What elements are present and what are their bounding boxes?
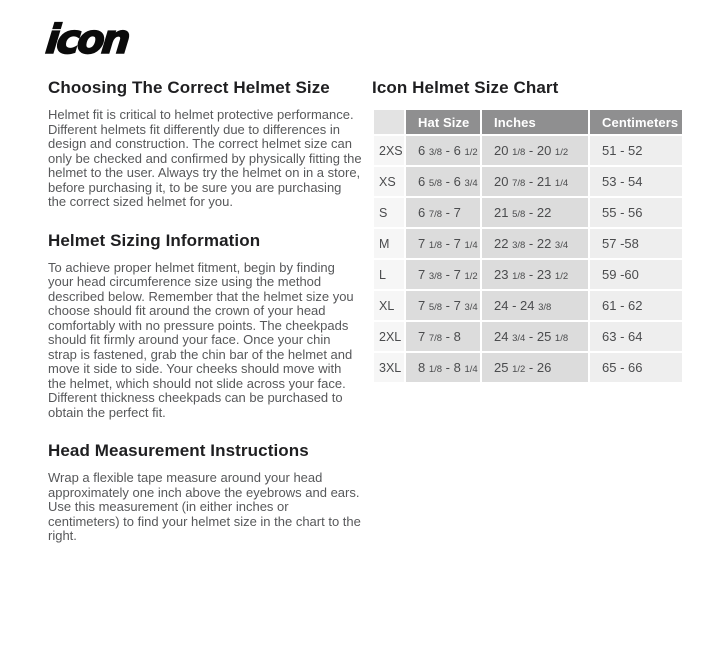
- size-row: [374, 229, 682, 258]
- size-row: [374, 353, 682, 382]
- hat-size-cell: 8 1/8 - 8 1/4: [406, 353, 480, 382]
- centimeters-cell: 61 - 62: [590, 291, 682, 320]
- centimeters-header: Centimeters: [590, 110, 682, 134]
- sizing-information-heading: Helmet Sizing Information: [48, 230, 261, 250]
- choosing-size-heading: Choosing The Correct Helmet Size: [48, 78, 330, 97]
- sizing-information-paragraph: To achieve proper helmet fitment, begin by finding your head circumference size using the method described below. Remember that the helmet size you choose should fit around the crown of your head comfortably with no pressure points. The cheekpads should fit firmly around your face. Once your chin strap is fastened, grab the chin bar of the helmet and move it side to side. Your cheeks should move with the helmet, which should not slide across your face. Different thickness cheekpads can be purchased to obtain the perfect fit.: [48, 259, 354, 420]
- size-label-cell: XS: [374, 167, 404, 196]
- icon-logo-text: icon: [43, 17, 130, 63]
- inches-cell: 24 3/4 - 25 1/8: [482, 322, 588, 351]
- size-label-cell: S: [374, 198, 404, 227]
- size-label-cell: M: [374, 229, 404, 258]
- hat-size-header: Hat Size: [406, 110, 480, 134]
- section-head-measurement: [48, 441, 362, 544]
- size-row: [374, 260, 682, 289]
- centimeters-cell: 51 - 52: [590, 136, 682, 165]
- choosing-size-paragraph: Helmet fit is critical to helmet protective performance. Different helmets fit differently due to differences in design and construction. The correct helmet size can only be checked and confirmed by physically fitting the helmet to the user. Always try the helmet on in a store, before purchasing it, to be sure you are purchasing the correct sized helmet for you.: [48, 107, 362, 209]
- inches-cell: 20 1/8 - 20 1/2: [482, 136, 588, 165]
- inches-cell: 23 1/8 - 23 1/2: [482, 260, 588, 289]
- hat-size-cell: 7 1/8 - 7 1/4: [406, 229, 480, 258]
- centimeters-cell: 57 -58: [590, 229, 682, 258]
- inches-cell: 20 7/8 - 21 1/4: [482, 167, 588, 196]
- centimeters-cell: 53 - 54: [590, 167, 682, 196]
- inches-cell: 24 - 24 3/8: [482, 291, 588, 320]
- size-row: [374, 322, 682, 351]
- head-measurement-paragraph: Wrap a flexible tape measure around your head approximately one inch above the eyebrows and ears. Use this measurement (in either inches or centimeters) to find your helmet size in the chart to the right.: [48, 470, 361, 543]
- size-row: [374, 291, 682, 320]
- size-label-cell: L: [374, 260, 404, 289]
- centimeters-cell: 59 -60: [590, 260, 682, 289]
- section-choosing-helmet-size: [48, 78, 362, 210]
- centimeters-cell: 65 - 66: [590, 353, 682, 382]
- size-row: [374, 136, 682, 165]
- size-row: [374, 167, 682, 196]
- size-chart-header: [374, 110, 682, 134]
- icon-logo: [44, 18, 130, 62]
- size-label-cell: 2XS: [374, 136, 404, 165]
- size-chart-table: [372, 108, 684, 384]
- size-row: [374, 198, 682, 227]
- hat-size-cell: 7 7/8 - 8: [406, 322, 480, 351]
- inches-cell: 25 1/2 - 26: [482, 353, 588, 382]
- corner-header-cell: [374, 110, 404, 134]
- head-measurement-heading: Head Measurement Instructions: [48, 441, 309, 460]
- size-chart-column: [372, 78, 692, 384]
- size-label-cell: 2XL: [374, 322, 404, 351]
- inches-cell: 21 5/8 - 22: [482, 198, 588, 227]
- hat-size-cell: 6 7/8 - 7: [406, 198, 480, 227]
- size-label-cell: 3XL: [374, 353, 404, 382]
- section-sizing-information: [48, 231, 362, 421]
- inches-cell: 22 3/8 - 22 3/4: [482, 229, 588, 258]
- inches-header: Inches: [482, 110, 588, 134]
- size-chart-title: Icon Helmet Size Chart: [372, 78, 559, 97]
- hat-size-cell: 7 3/8 - 7 1/2: [406, 260, 480, 289]
- centimeters-cell: 55 - 56: [590, 198, 682, 227]
- hat-size-cell: 7 5/8 - 7 3/4: [406, 291, 480, 320]
- hat-size-cell: 6 3/8 - 6 1/2: [406, 136, 480, 165]
- hat-size-cell: 6 5/8 - 6 3/4: [406, 167, 480, 196]
- sizing-info-column: [48, 78, 362, 565]
- size-label-cell: XL: [374, 291, 404, 320]
- centimeters-cell: 63 - 64: [590, 322, 682, 351]
- size-chart-rows: [374, 136, 682, 382]
